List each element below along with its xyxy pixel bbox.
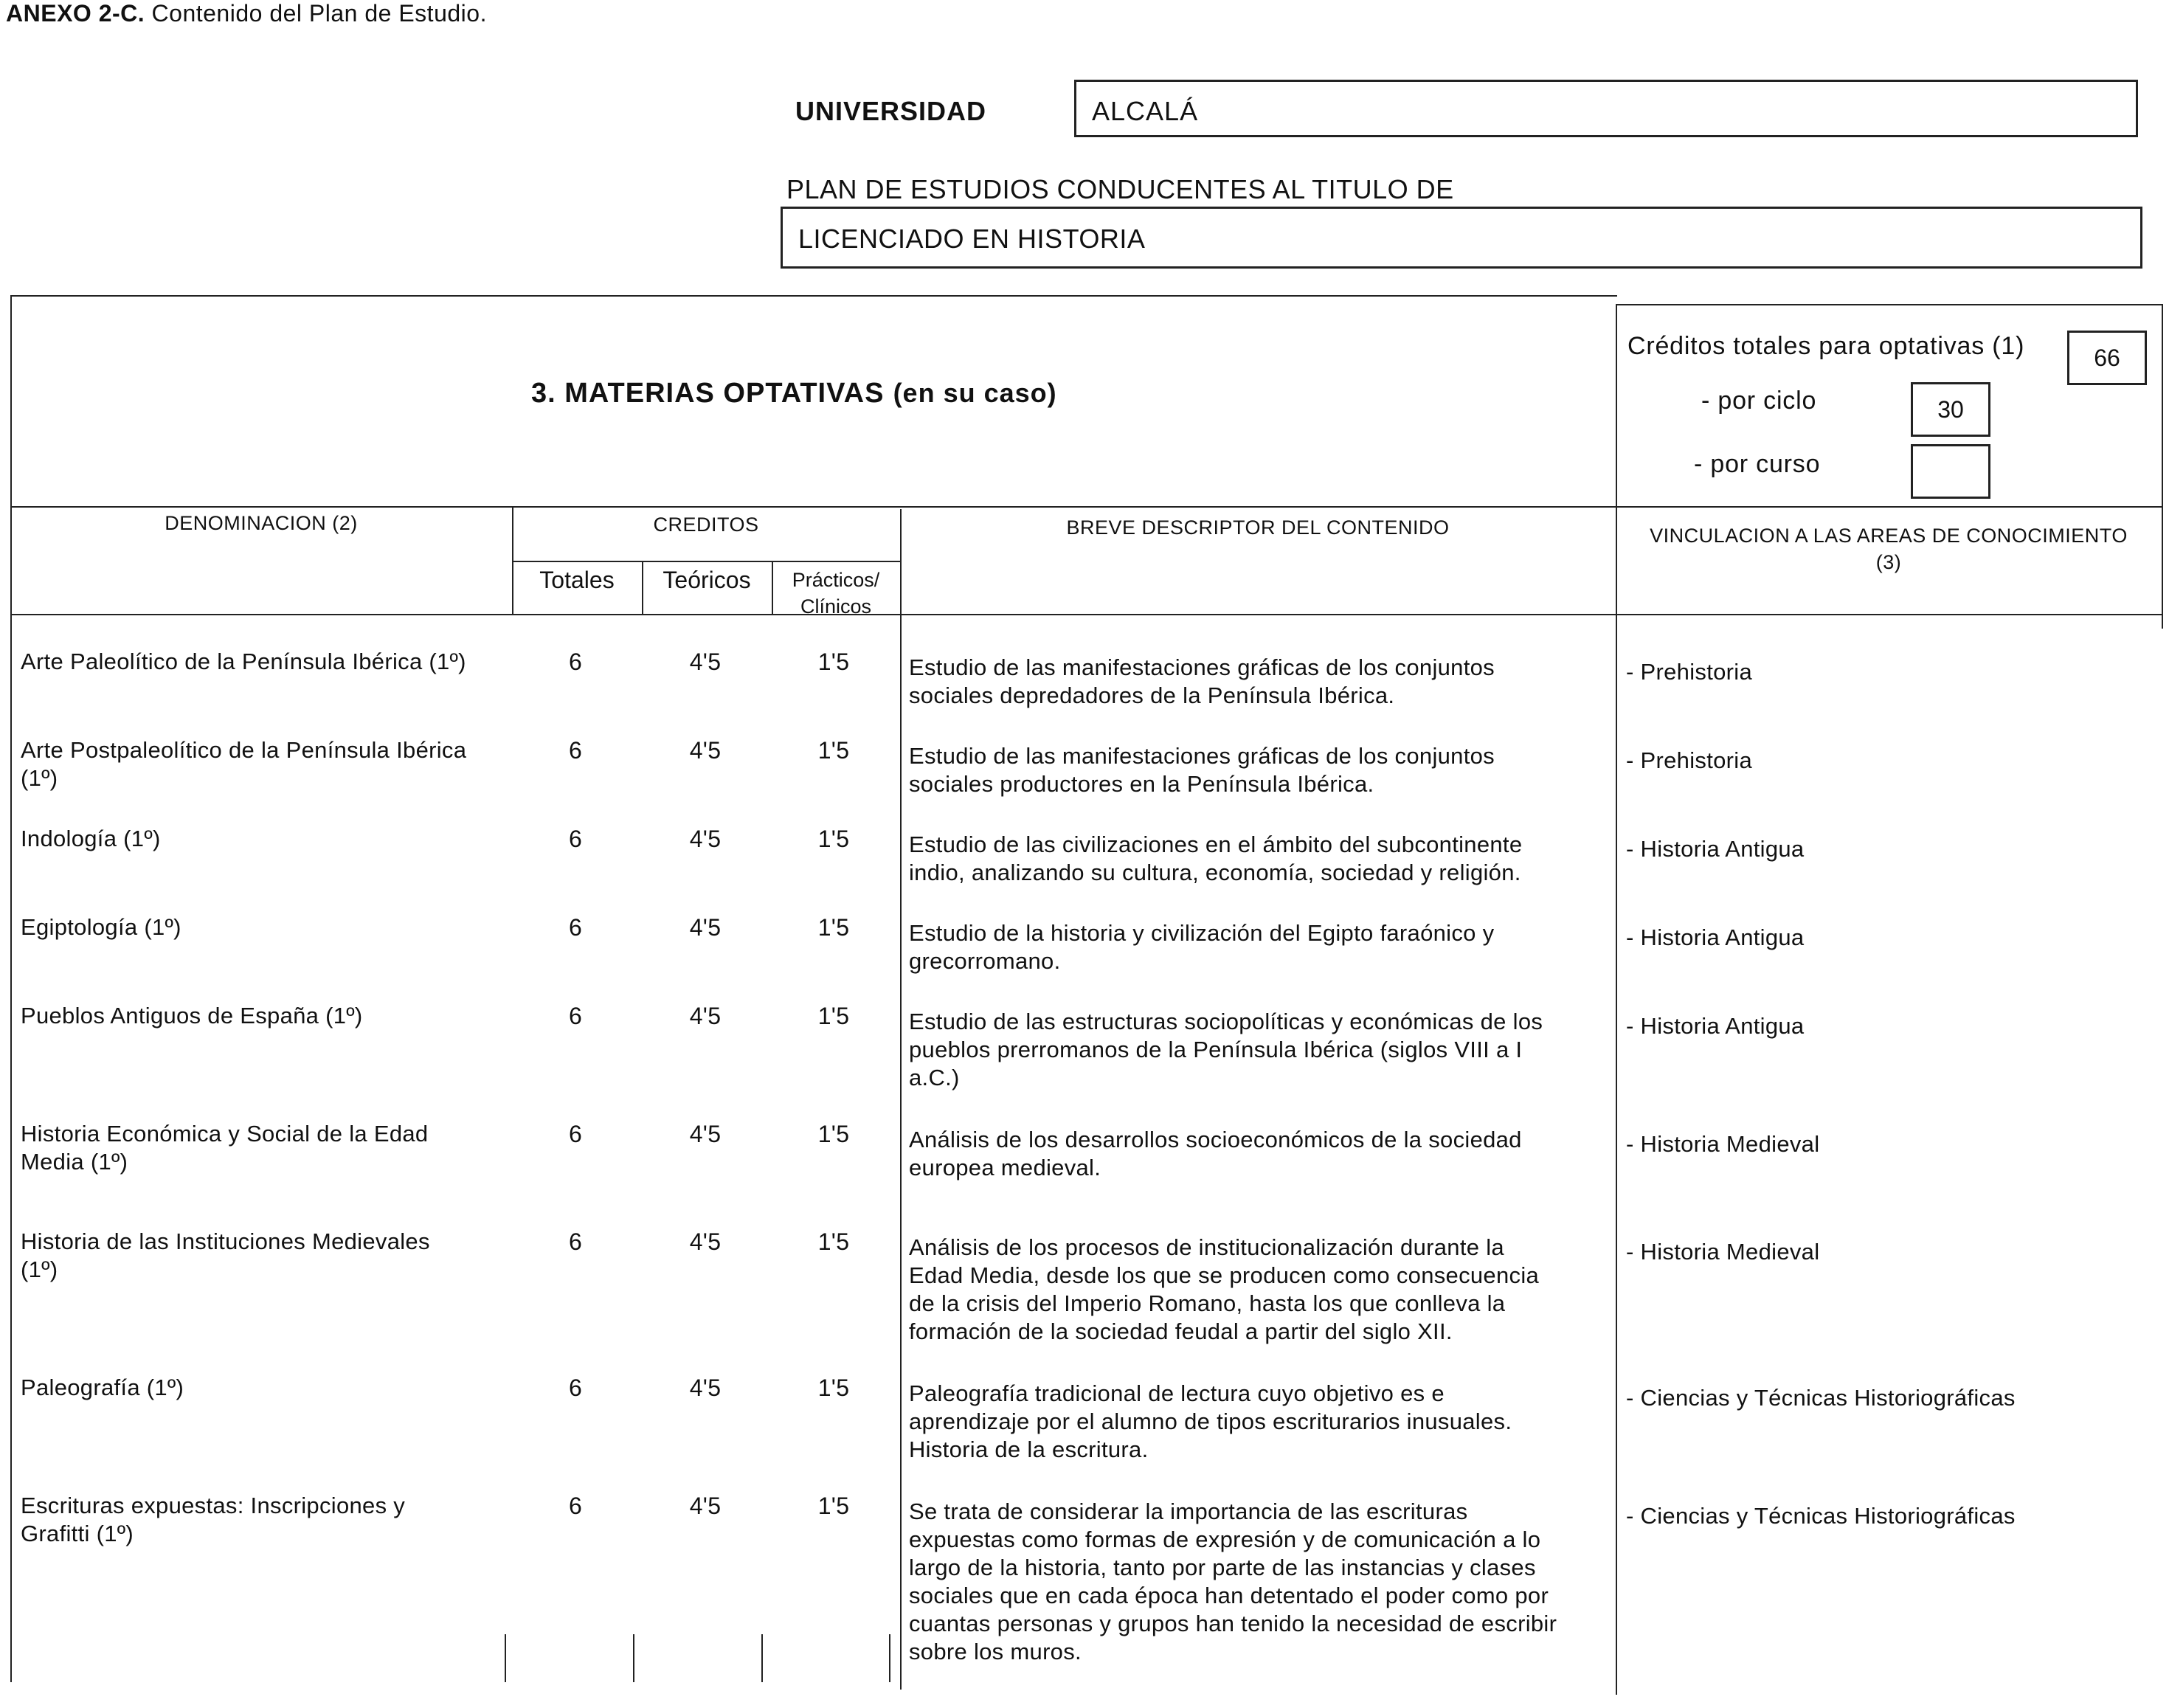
descriptor-line: Historia de la escritura. [909, 1436, 1149, 1462]
credits-teoricos: 4'5 [689, 914, 722, 941]
credits-practicos: 1'5 [817, 1493, 850, 1519]
subject-name [21, 1002, 508, 1030]
table-top-border [10, 295, 1617, 297]
knowledge-area: - Ciencias y Técnicas Historiográficas [1626, 1385, 2016, 1411]
table-right-border [2162, 304, 2163, 629]
credits-teoricos: 4'5 [689, 1228, 722, 1255]
subject-name [21, 1374, 508, 1402]
header-practicos-line1: Prácticos/ [792, 569, 880, 591]
descriptor-line: europea medieval. [909, 1155, 1101, 1180]
creditos-subheader-line [512, 561, 900, 562]
annex-heading [6, 0, 487, 27]
credits-teoricos: 4'5 [689, 1121, 722, 1147]
knowledge-area: - Historia Medieval [1626, 1131, 1820, 1157]
per-course-box [1911, 444, 1990, 499]
credits-totales: 6 [568, 1228, 583, 1255]
subject-descriptor [909, 1498, 1610, 1666]
credits-practicos: 1'5 [817, 1228, 850, 1255]
subject-name [21, 648, 508, 676]
descriptor-line: Se trata de considerar la importancia de las escrituras [909, 1498, 1468, 1524]
subject-name [21, 1120, 508, 1176]
subject-name-line: Indología (1º) [21, 826, 161, 851]
descriptor-line: sociales depredadores de la Península Ibérica. [909, 682, 1395, 708]
section-title-sub: (en su caso) [893, 378, 1057, 408]
credits-practicos: 1'5 [817, 826, 850, 852]
university-label: UNIVERSIDAD [795, 96, 987, 126]
descriptor-line: sociales que en cada época han detentado el poder como por [909, 1583, 1549, 1608]
descriptor-line: Análisis de los desarrollos socioeconómicos de la sociedad [909, 1127, 1522, 1152]
credits-practicos: 1'5 [817, 914, 850, 941]
subject-descriptor [909, 831, 1610, 887]
knowledge-area: - Ciencias y Técnicas Historiográficas [1626, 1503, 2016, 1529]
descriptor-line: Edad Media, desde los que se producen como consecuencia [909, 1262, 1540, 1288]
descriptor-line: sociales productores en la Península Ibérica. [909, 771, 1374, 797]
subject-name-line: Arte Paleolítico de la Península Ibérica (1º) [21, 649, 466, 674]
plan-label: PLAN DE ESTUDIOS CONDUCENTES AL TITULO DE [786, 174, 1454, 204]
credits-practicos: 1'5 [817, 649, 850, 675]
body-col-line-1 [505, 1634, 506, 1682]
subject-name-line: Pueblos Antiguos de España (1º) [21, 1003, 363, 1028]
descriptor-line: Estudio de las civilizaciones en el ámbito del subcontinente [909, 831, 1523, 857]
credits-teoricos: 4'5 [689, 649, 722, 675]
header-vinculacion-line2: (3) [1875, 551, 1902, 573]
descriptor-line: grecorromano. [909, 948, 1061, 974]
section-title [531, 376, 1057, 409]
descriptor-line: Estudio de la historia y civilización del Egipto faraónico y [909, 920, 1495, 946]
subject-name [21, 825, 508, 853]
subject-name-line: Grafitti (1º) [21, 1521, 134, 1546]
credits-totales: 6 [568, 826, 583, 852]
descriptor-line: de la crisis del Imperio Romano, hasta los que conlleva la [909, 1290, 1506, 1316]
university-value: ALCALÁ [1092, 96, 1199, 126]
descriptor-line: Análisis de los procesos de institucionalización durante la [909, 1234, 1504, 1260]
descriptor-line: pueblos prerromanos de la Península Ibérica (siglos VIII a I [909, 1037, 1523, 1062]
subject-descriptor [909, 1008, 1610, 1092]
header-practicos-line2: Clínicos [800, 595, 872, 618]
knowledge-area: - Historia Antigua [1626, 924, 1805, 950]
per-cycle-label: - por ciclo [1701, 387, 1817, 415]
credits-teoricos: 4'5 [689, 737, 722, 764]
subject-name [21, 1228, 508, 1284]
section-title-main: 3. MATERIAS OPTATIVAS [531, 378, 885, 409]
subject-descriptor [909, 654, 1610, 710]
descriptor-line: Estudio de las estructuras sociopolíticas y económicas de los [909, 1009, 1543, 1034]
subject-descriptor [909, 1380, 1610, 1464]
credits-practicos: 1'5 [817, 1375, 850, 1401]
credits-totales: 6 [568, 649, 583, 675]
credits-teoricos: 4'5 [689, 826, 722, 852]
degree-title-value: LICENCIADO EN HISTORIA [798, 224, 1146, 254]
credits-practicos: 1'5 [817, 737, 850, 764]
subject-descriptor [909, 1234, 1610, 1346]
descriptor-line: cuantas personas y grupos han tenido la necesidad de escribir [909, 1611, 1557, 1636]
subject-name-line: Escrituras expuestas: Inscripciones y [21, 1493, 406, 1518]
credits-practicos: 1'5 [817, 1121, 850, 1147]
credits-total-box: 66 [2067, 331, 2147, 385]
annex-code: ANEXO 2-C. [6, 0, 145, 27]
knowledge-area: - Prehistoria [1626, 747, 1753, 773]
credits-totales: 6 [568, 1003, 583, 1029]
subject-name-line: (1º) [21, 1256, 58, 1282]
subject-descriptor [909, 1126, 1610, 1182]
per-course-label: - por curso [1694, 450, 1821, 478]
credits-totales: 6 [568, 914, 583, 941]
descriptor-line: a.C.) [909, 1065, 960, 1090]
section-header-bottom [10, 506, 2163, 508]
descriptor-line: expuestas como formas de expresión y de comunicación a lo [909, 1527, 1541, 1552]
credits-totales: 6 [568, 737, 583, 764]
body-col-line-4 [889, 1634, 890, 1682]
subject-descriptor [909, 919, 1610, 975]
descriptor-line: largo de la historia, tanto por parte de las instancias y clases [909, 1555, 1536, 1580]
credits-totales: 6 [568, 1121, 583, 1147]
descriptor-line: indio, analizando su cultura, economía, sociedad y religión. [909, 860, 1521, 885]
subject-name-line: (1º) [21, 765, 58, 791]
credits-teoricos: 4'5 [689, 1375, 722, 1401]
knowledge-area: - Prehistoria [1626, 659, 1753, 685]
subject-name-line: Arte Postpaleolítico de la Península Ibérica [21, 737, 467, 763]
col-divider-area [1616, 304, 1617, 1695]
knowledge-area: - Historia Antigua [1626, 836, 1805, 862]
subject-name-line: Paleografía (1º) [21, 1375, 184, 1400]
body-col-line-3 [761, 1634, 763, 1682]
descriptor-line: formación de la sociedad feudal a partir del siglo XII. [909, 1318, 1453, 1344]
credits-totales: 6 [568, 1493, 583, 1519]
body-col-line-2 [633, 1634, 634, 1682]
header-creditos: CREDITOS [653, 514, 759, 536]
subject-name-line: Historia de las Instituciones Medievales [21, 1228, 430, 1254]
credits-teoricos: 4'5 [689, 1493, 722, 1519]
column-header-bottom [10, 614, 2163, 615]
subject-descriptor [909, 742, 1610, 798]
subject-name [21, 1492, 508, 1548]
col-divider-creditos [900, 509, 902, 1690]
credits-teoricos: 4'5 [689, 1003, 722, 1029]
credits-total-label: Créditos totales para optativas (1) [1627, 332, 2025, 360]
header-descriptor: BREVE DESCRIPTOR DEL CONTENIDO [1066, 516, 1450, 539]
university-box [1074, 80, 2138, 137]
descriptor-line: sobre los muros. [909, 1639, 1082, 1664]
header-teoricos: Teóricos [663, 567, 751, 593]
header-denominacion: DENOMINACION (2) [165, 512, 358, 534]
credits-totales: 6 [568, 1375, 583, 1401]
credits-practicos: 1'5 [817, 1003, 850, 1029]
descriptor-line: Estudio de las manifestaciones gráficas de los conjuntos [909, 743, 1495, 769]
header-totales: Totales [539, 567, 615, 593]
header-vinculacion [1616, 522, 2162, 575]
per-cycle-box: 30 [1911, 382, 1990, 437]
knowledge-area: - Historia Medieval [1626, 1239, 1820, 1265]
subject-name-line: Egiptología (1º) [21, 914, 181, 940]
subject-name [21, 913, 508, 941]
descriptor-line: Estudio de las manifestaciones gráficas de los conjuntos [909, 654, 1495, 680]
knowledge-area: - Historia Antigua [1626, 1013, 1805, 1039]
table-left-border [10, 295, 12, 1682]
descriptor-line: Paleografía tradicional de lectura cuyo objetivo es e [909, 1380, 1445, 1406]
table-top-border-right [1616, 304, 2163, 305]
header-vinculacion-line1: VINCULACION A LAS AREAS DE CONOCIMIENTO [1650, 525, 2128, 547]
header-practicos [772, 567, 900, 620]
subject-name-line: Historia Económica y Social de la Edad [21, 1121, 429, 1147]
descriptor-line: aprendizaje por el alumno de tipos escriturarios inusuales. [909, 1408, 1512, 1434]
subject-name-line: Media (1º) [21, 1149, 128, 1175]
subject-name [21, 736, 508, 792]
annex-title: Contenido del Plan de Estudio. [151, 0, 487, 27]
